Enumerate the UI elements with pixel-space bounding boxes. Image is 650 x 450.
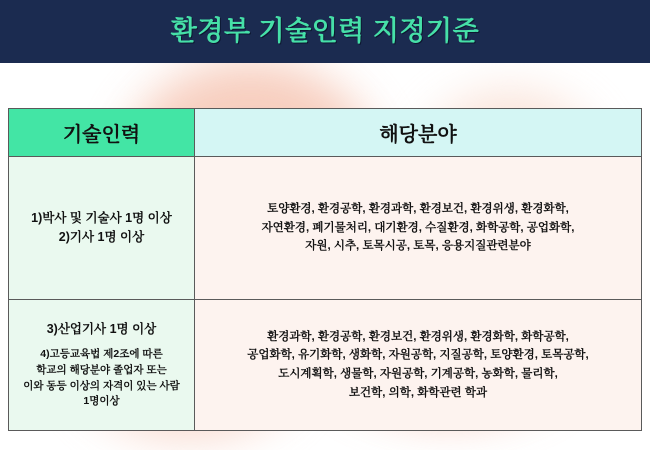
qualification-cell: [9, 300, 195, 430]
field-line: 자원, 시추, 토목시공, 토목, 응용지질관련분야: [305, 240, 531, 253]
field-line: 자연환경, 폐기물처리, 대기환경, 수질환경, 화학공학, 공업화학,: [261, 221, 575, 234]
qualification-line: 2)기사 1명 이상: [58, 230, 145, 244]
field-line: 공업화학, 유기화학, 생화학, 자원공학, 지질공학, 토양환경, 토목공학,: [247, 349, 589, 362]
qualification-line: 4)고등교육법 제2조에 따른: [40, 348, 163, 361]
field-line: 환경과학, 환경공학, 환경보건, 환경위생, 환경화학, 화학공학,: [267, 330, 569, 343]
qualification-line: 이와 동등 이상의 자격이 있는 사람: [23, 379, 180, 392]
table-header-cell-field: [195, 109, 641, 156]
field-line: 도시계획학, 생물학, 자원공학, 기계공학, 농화학, 물리학,: [278, 368, 558, 380]
field-line: 보건학, 의학, 화학관련 학과: [348, 386, 488, 399]
table-header-label: 기술인력: [62, 124, 141, 146]
table-row: [9, 157, 641, 300]
page-title: 환경부 기술인력 지정기준: [170, 16, 480, 46]
field-cell: [195, 157, 641, 299]
table-header-label: 해당분야: [379, 124, 457, 146]
field-cell: [195, 300, 641, 430]
criteria-table: [8, 108, 642, 431]
qualification-line: 1명이상: [83, 395, 120, 408]
table-header-row: [9, 109, 641, 157]
header-banner: [0, 0, 650, 63]
qualification-line: 학교의 해당분야 졸업자 또는: [36, 363, 167, 376]
qualification-line: 1)박사 및 기술사 1명 이상: [31, 210, 172, 225]
qualification-line: 3)산업기사 1명 이상: [46, 321, 157, 336]
field-line: 토양환경, 환경공학, 환경과학, 환경보건, 환경위생, 환경화학,: [267, 203, 569, 216]
table-row: [9, 300, 641, 430]
qualification-cell: [9, 157, 195, 299]
table-header-cell-qualification: [9, 109, 195, 156]
